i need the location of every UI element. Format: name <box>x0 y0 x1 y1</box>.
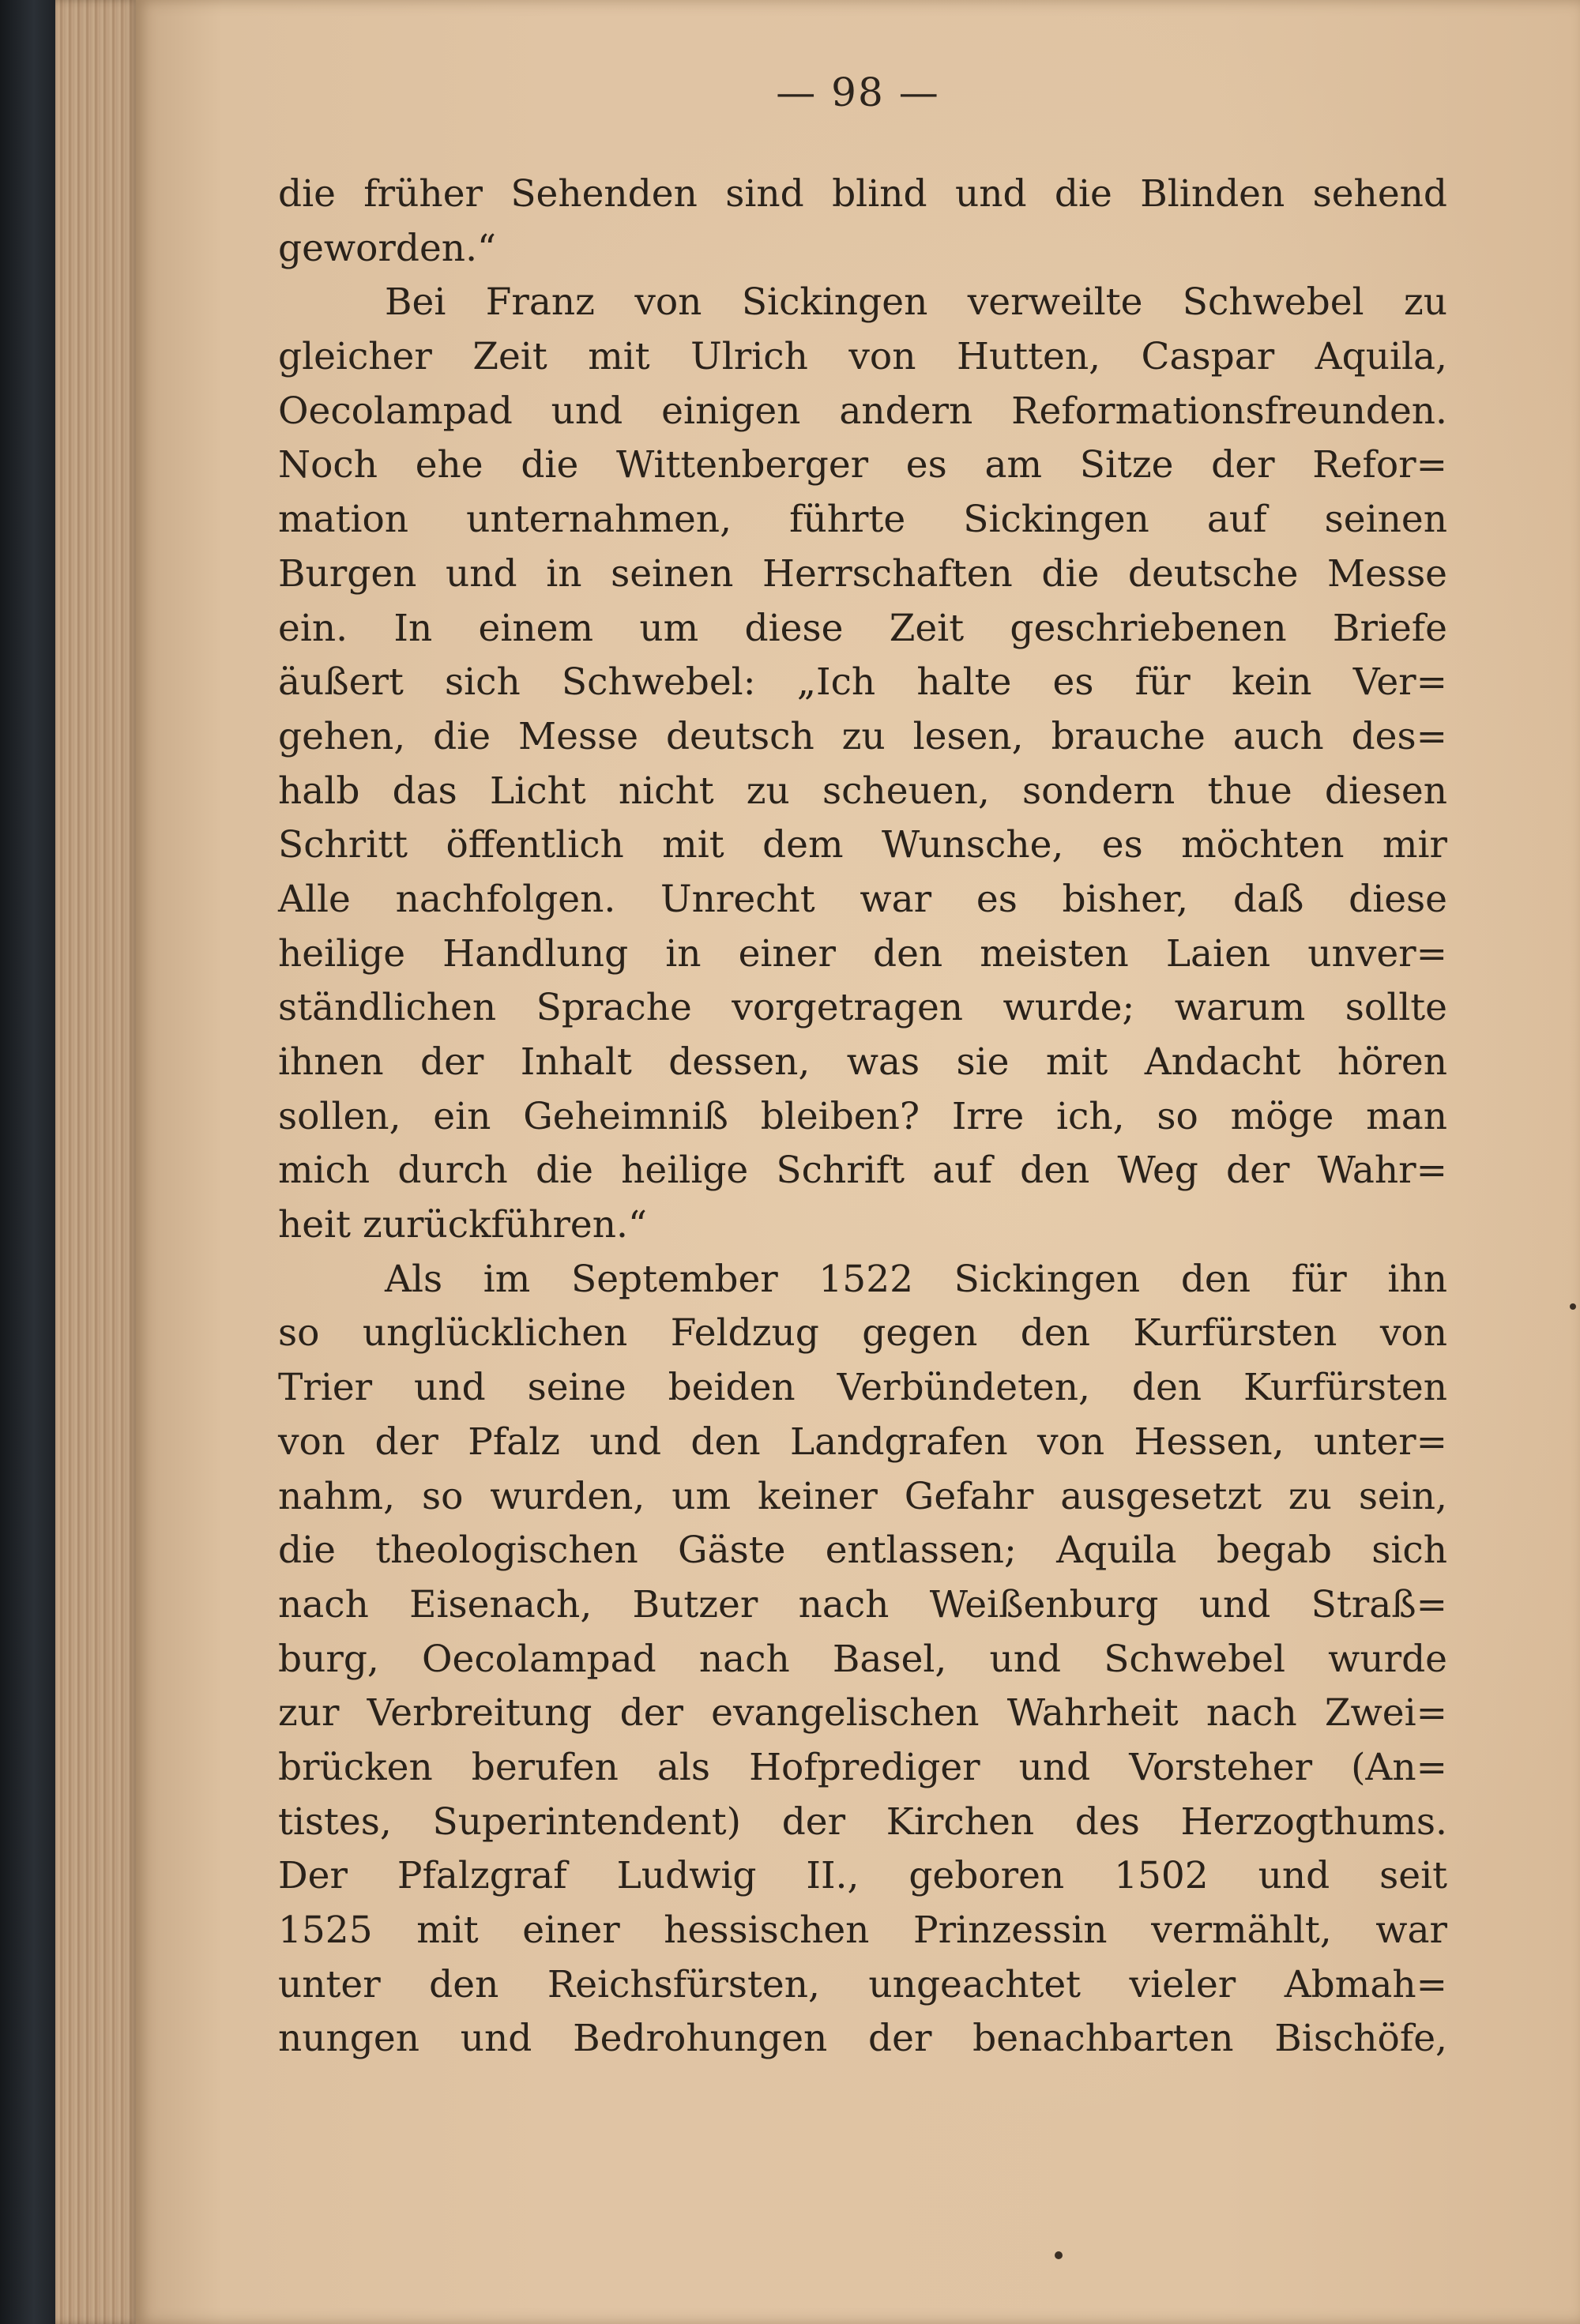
text-line: gehen, die Messe deutsch zu lesen, brauche auch des= <box>278 714 1447 758</box>
text-line: Trier und seine beiden Verbündeten, den Kurfürsten <box>278 1366 1447 1410</box>
text-line: halb das Licht nicht zu scheuen, sondern thue diesen <box>278 769 1447 813</box>
text-line: mich durch die heilige Schrift auf den Weg der Wahr= <box>278 1149 1447 1193</box>
book-cover-edge <box>0 0 62 2324</box>
text-line: burg, Oecolampad nach Basel, und Schwebel wurde <box>278 1637 1447 1681</box>
paper-speck <box>1570 1303 1576 1310</box>
book-page <box>136 0 1580 2324</box>
text-line: Alle nachfolgen. Unrecht war es bisher, daß diese <box>278 877 1447 921</box>
text-line: Schritt öffentlich mit dem Wunsche, es möchten mir <box>278 823 1447 867</box>
text-line: die früher Sehenden sind blind und die Blinden sehend <box>278 172 1447 216</box>
text-line: heit zurückführen.“ <box>278 1203 647 1247</box>
text-line: die theologischen Gäste entlassen; Aquila begab sich <box>278 1529 1447 1573</box>
text-line: 1525 mit einer hessischen Prinzessin vermählt, war <box>278 1908 1447 1952</box>
text-line: ein. In einem um diese Zeit geschriebenen Briefe <box>278 606 1447 650</box>
text-line: Bei Franz von Sickingen verweilte Schwebel zu <box>385 280 1447 325</box>
text-line: Als im September 1522 Sickingen den für ihn <box>385 1257 1447 1301</box>
text-line: nahm, so wurden, um keiner Gefahr ausgesetzt zu sein, <box>278 1474 1447 1518</box>
text-line: ihnen der Inhalt dessen, was sie mit Andacht hören <box>278 1040 1447 1084</box>
page-number: — 98 — <box>776 70 940 115</box>
text-line: Burgen und in seinen Herrschaften die deutsche Messe <box>278 551 1447 596</box>
text-line: heilige Handlung in einer den meisten Laien unver= <box>278 931 1447 976</box>
text-line: Noch ehe die Wittenberger es am Sitze der Refor= <box>278 443 1447 487</box>
paper-speck <box>1055 2251 1063 2259</box>
text-line: geworden.“ <box>278 226 497 270</box>
text-line: Oecolampad und einigen andern Reformationsfreunden. <box>278 389 1447 433</box>
text-line: mation unternahmen, führte Sickingen auf seinen <box>278 498 1447 542</box>
body-text <box>278 167 1447 2066</box>
text-line: unter den Reichsfürsten, ungeachtet vieler Abmah= <box>278 1962 1447 2006</box>
text-line: so unglücklichen Feldzug gegen den Kurfürsten von <box>278 1311 1447 1356</box>
text-line: nach Eisenach, Butzer nach Weißenburg und Straß= <box>278 1582 1447 1626</box>
text-line: nungen und Bedrohungen der benachbarten Bischöfe, <box>278 2017 1447 2061</box>
text-line: äußert sich Schwebel: „Ich halte es für kein Ver= <box>278 660 1447 705</box>
text-line: Der Pfalzgraf Ludwig II., geboren 1502 und seit <box>278 1854 1447 1898</box>
text-line: zur Verbreitung der evangelischen Wahrheit nach Zwei= <box>278 1691 1447 1735</box>
text-line: brücken berufen als Hofprediger und Vorsteher (An= <box>278 1745 1447 1789</box>
text-line: ständlichen Sprache vorgetragen wurde; warum sollte <box>278 986 1447 1030</box>
text-line: tistes, Superintendent) der Kirchen des Herzogthums. <box>278 1799 1447 1844</box>
text-line: sollen, ein Geheimniß bleiben? Irre ich, so möge man <box>278 1094 1447 1138</box>
page-edges <box>55 0 138 2324</box>
text-line: gleicher Zeit mit Ulrich von Hutten, Caspar Aquila, <box>278 335 1447 379</box>
text-line: von der Pfalz und den Landgrafen von Hessen, unter= <box>278 1420 1447 1464</box>
